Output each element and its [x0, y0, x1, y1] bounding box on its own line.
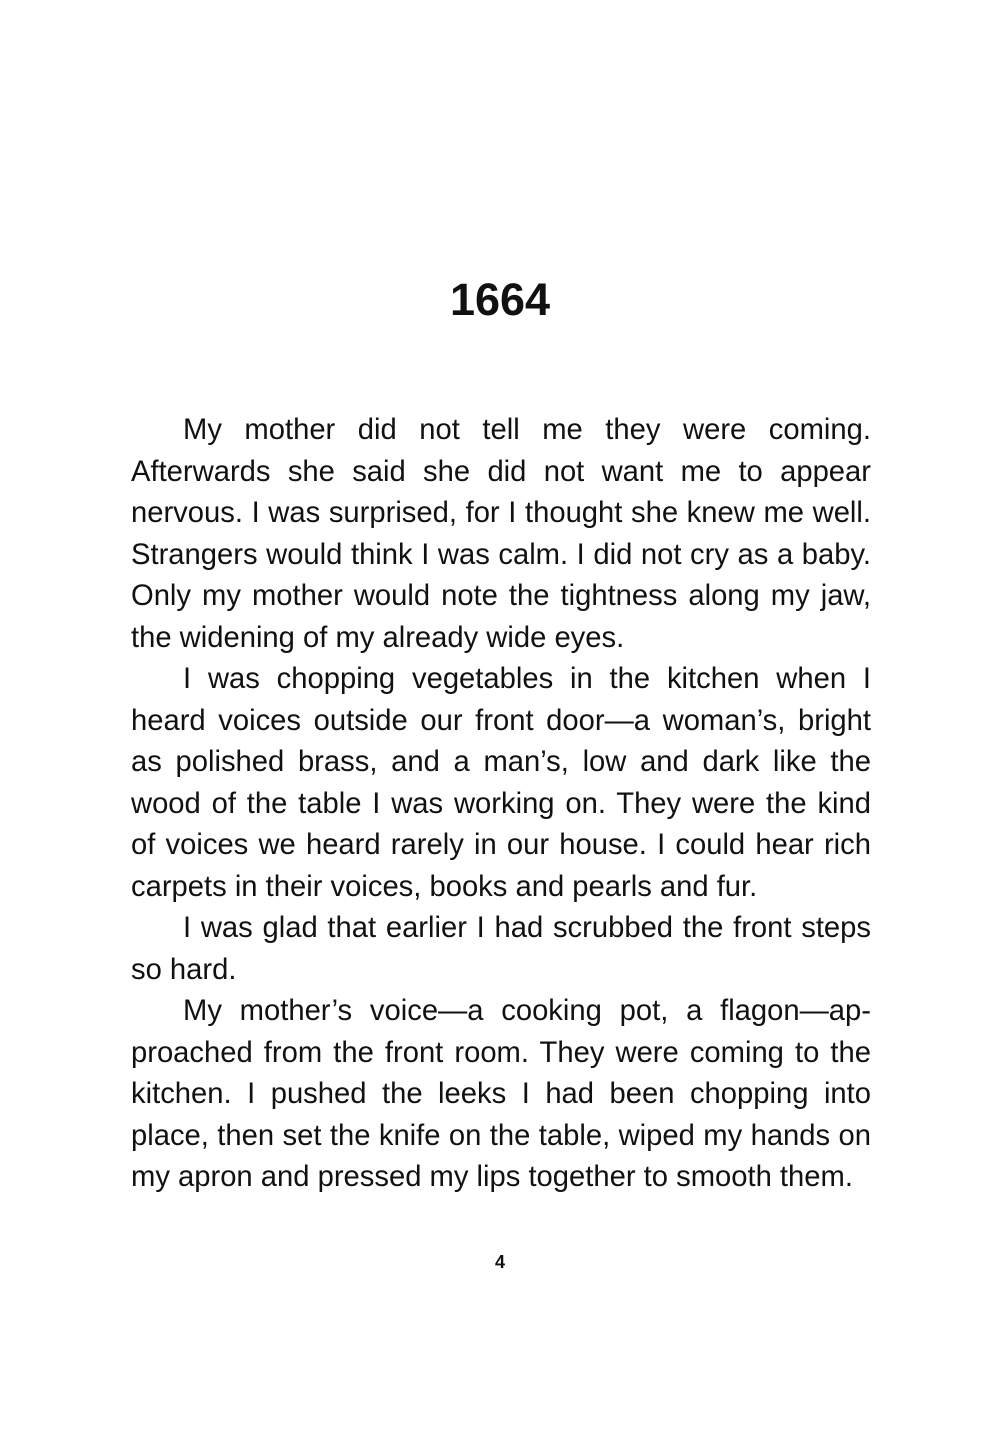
paragraph-4: My mother’s voice—a cooking pot, a flagon—approached from the front room. They were coming to the kitchen. I pushed the leeks I had been chopping into place, then set the knife on the table, wiped my hands on my apron and pressed my lips together to smooth them. — [131, 995, 871, 1193]
paragraph-3: I was glad that earlier I had scrubbed the front steps so hard. — [131, 912, 871, 986]
paragraph-2: I was chopping vegetables in the kitchen when I heard voices outside our front door—a woman’s, bright as polished brass, and a man’s, low and dark like the wood of the table I was working on. They were the kind of voices we heard rarely in our house. I could hear rich carpets in their voices, books and pearls and fur. — [131, 663, 871, 903]
chapter-title: 1664 — [449, 274, 551, 325]
page-number: 4 — [494, 1252, 505, 1272]
body-text — [131, 410, 871, 1199]
paragraph-1: My mother did not tell me they were coming. Afterwards she said she did not want me to appear nervous. I was surprised, for I thought she knew me well. Strangers would think I was calm. I did not cry as a baby. Only my mother would note the tightness along my jaw, the widening of my already wide eyes. — [131, 414, 871, 654]
